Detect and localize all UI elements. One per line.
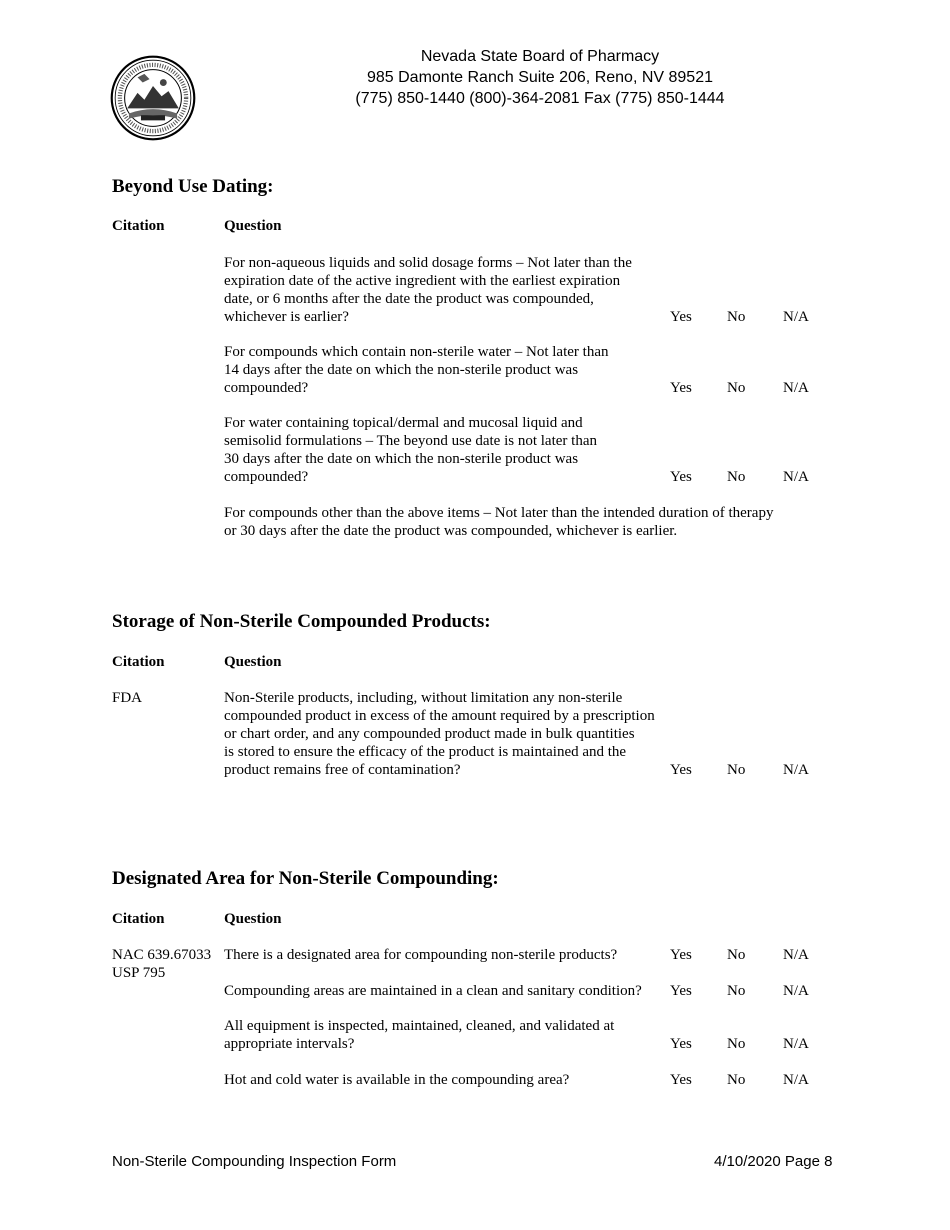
answer-no[interactable]: No: [727, 1072, 746, 1088]
section-title-beyond-use-dating: Beyond Use Dating:: [112, 176, 274, 197]
question-column-header: Question: [224, 911, 282, 927]
answer-no[interactable]: No: [727, 469, 746, 485]
answer-na[interactable]: N/A: [783, 947, 809, 963]
answer-na[interactable]: N/A: [783, 309, 809, 325]
answer-no[interactable]: No: [727, 309, 746, 325]
answer-na[interactable]: N/A: [783, 469, 809, 485]
answer-yes[interactable]: Yes: [670, 469, 692, 485]
answer-na[interactable]: N/A: [783, 380, 809, 396]
question-text: For compounds which contain non-sterile water – Not later than 14 days after the date on which the non-sterile product was compounded?: [224, 344, 609, 396]
footer-form-title: Non-Sterile Compounding Inspection Form: [112, 1153, 397, 1170]
answer-yes[interactable]: Yes: [670, 309, 692, 325]
answer-na[interactable]: N/A: [783, 1072, 809, 1088]
question-text: There is a designated area for compounding non-sterile products?: [224, 947, 618, 963]
answer-yes[interactable]: Yes: [670, 1072, 692, 1088]
answer-na[interactable]: N/A: [783, 1036, 809, 1052]
question-text: Hot and cold water is available in the compounding area?: [224, 1072, 570, 1088]
org-phones: (775) 850-1440 (800)-364-2081 Fax (775) 850-1444: [355, 90, 725, 107]
answer-yes[interactable]: Yes: [670, 947, 692, 963]
question-text: Compounding areas are maintained in a clean and sanitary condition?: [224, 983, 642, 999]
letterhead: [260, 46, 820, 109]
answer-yes[interactable]: Yes: [670, 380, 692, 396]
section-title-storage: Storage of Non-Sterile Compounded Products:: [112, 611, 491, 632]
answer-yes[interactable]: Yes: [670, 983, 692, 999]
citation-column-header: Citation: [112, 218, 165, 234]
answer-no[interactable]: No: [727, 762, 746, 778]
question-text: For water containing topical/dermal and mucosal liquid and semisolid formulations – The beyond use date is not later than 30 days after the date on which the non-sterile product was compounded?: [224, 415, 597, 485]
citation-column-header: Citation: [112, 654, 165, 670]
question-text: For non-aqueous liquids and solid dosage forms – Not later than the expiration date of the active ingredient with the earliest expiration date, or 6 months after the date the product was compounded, whichever is earlier?: [224, 255, 632, 325]
footer-date-page: 4/10/2020 Page 8: [714, 1153, 833, 1170]
citation-column-header: Citation: [112, 911, 165, 927]
answer-na[interactable]: N/A: [783, 762, 809, 778]
answer-yes[interactable]: Yes: [670, 762, 692, 778]
citation-text: FDA: [112, 690, 143, 706]
section-title-designated-area: Designated Area for Non-Sterile Compounding:: [112, 868, 499, 889]
answer-no[interactable]: No: [727, 983, 746, 999]
org-name: Nevada State Board of Pharmacy: [420, 48, 660, 65]
citation-text: NAC 639.67033 USP 795: [112, 947, 212, 981]
answer-na[interactable]: N/A: [783, 983, 809, 999]
question-text: Non-Sterile products, including, without limitation any non-sterile compounded product in excess of the amount required by a prescription or chart order, and any compounded product made in bulk quantities is stored to ensure the efficacy of the product is maintained and the product remains free of contamination?: [224, 690, 655, 778]
question-column-header: Question: [224, 654, 282, 670]
question-text: For compounds other than the above items – Not later than the intended duration of therapy or 30 days after the date the product was compounded, whichever is earlier.: [224, 505, 774, 539]
state-seal-logo: [110, 55, 196, 141]
answer-no[interactable]: No: [727, 947, 746, 963]
answer-no[interactable]: No: [727, 1036, 746, 1052]
question-text: All equipment is inspected, maintained, cleaned, and validated at appropriate intervals?: [224, 1018, 615, 1052]
answer-no[interactable]: No: [727, 380, 746, 396]
answer-yes[interactable]: Yes: [670, 1036, 692, 1052]
question-column-header: Question: [224, 218, 282, 234]
org-address: 985 Damonte Ranch Suite 206, Reno, NV 89521: [366, 69, 713, 86]
